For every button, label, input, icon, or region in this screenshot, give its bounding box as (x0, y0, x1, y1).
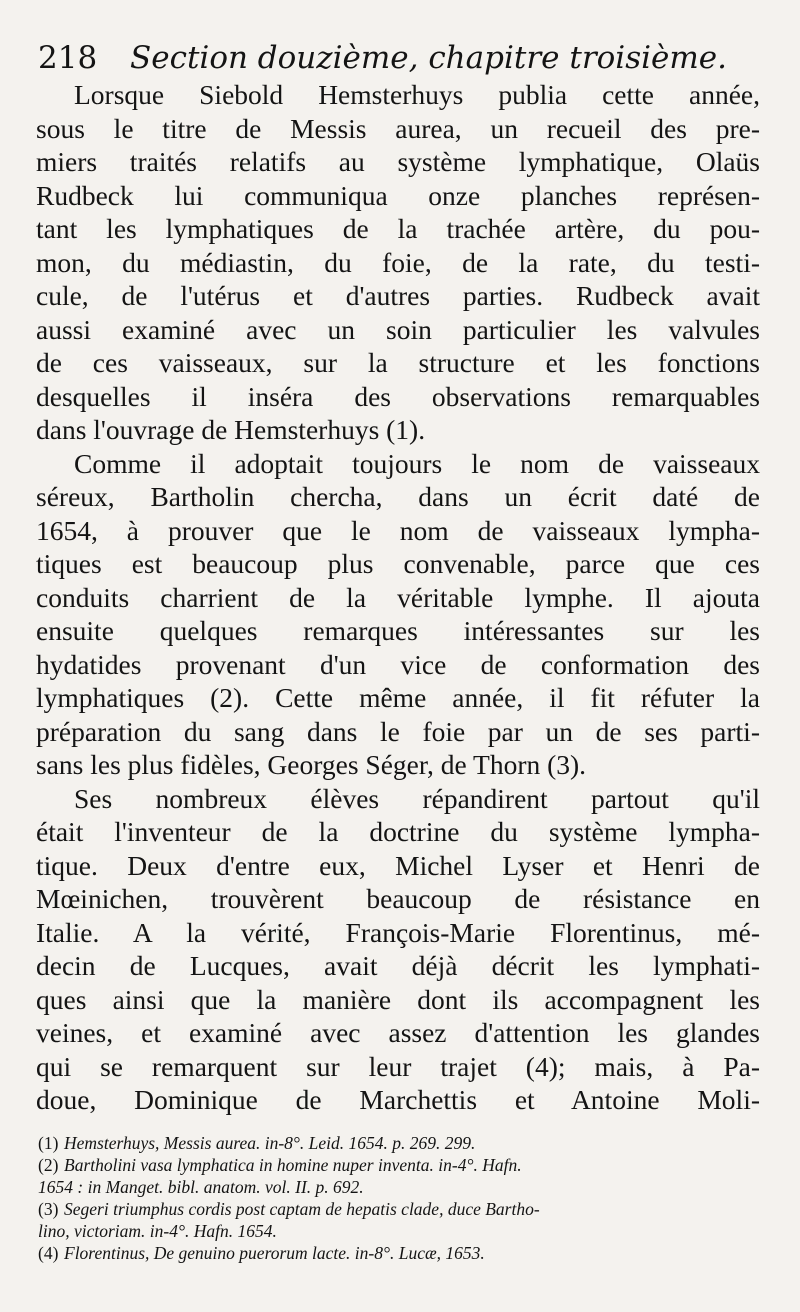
text-line: ques ainsi que la manière dont ils accompagnent les (36, 983, 760, 1015)
footnotes (38, 1132, 764, 1264)
footnote-text: lino, victoriam. in-4°. Hafn. 1654. (38, 1221, 277, 1241)
text-line: qui se remarquent sur leur trajet (4); mais, à Pa- (36, 1050, 760, 1082)
footnote-marker: (2) (38, 1155, 59, 1175)
footnote-marker: (3) (38, 1199, 59, 1219)
footnote (38, 1220, 764, 1242)
text-line: tique. Deux d'entre eux, Michel Lyser et Henri de (36, 849, 760, 881)
footnote (38, 1176, 764, 1198)
text-line: séreux, Bartholin chercha, dans un écrit daté de (36, 481, 760, 512)
text-line: de ces vaisseaux, sur la structure et les fonctions (36, 347, 760, 378)
text-line: Ses nombreux élèves répandirent partout qu'il (74, 782, 760, 814)
text-line: 1654, à prouver que le nom de vaisseaux lympha- (36, 514, 760, 546)
text-line: tiques est beaucoup plus convenable, parce que ces (36, 548, 760, 579)
text-line: doue, Dominique de Marchettis et Antoine Moli- (36, 1084, 760, 1115)
footnote-text: Florentinus, De genuino puerorum lacte. in-8°. Lucæ, 1653. (64, 1243, 485, 1263)
footnote (38, 1132, 764, 1154)
text-line: Lorsque Siebold Hemsterhuys publia cette année, (74, 79, 760, 110)
text-line: hydatides provenant d'un vice de conformation des (36, 648, 760, 680)
text-line: dans l'ouvrage de Hemsterhuys (1). (36, 414, 426, 445)
text-line: desquelles il inséra des observations remarquables (36, 380, 760, 412)
text-line: lymphatiques (2). Cette même année, il fit réfuter la (36, 682, 760, 713)
text-line: Comme il adoptait toujours le nom de vaisseaux (74, 447, 760, 479)
text-line: miers traités relatifs au système lymphatique, Olaüs (36, 146, 760, 177)
text-line: était l'inventeur de la doctrine du système lympha- (36, 816, 760, 847)
footnote-marker: (1) (38, 1133, 59, 1153)
footnote (38, 1242, 764, 1264)
text-line: préparation du sang dans le foie par un de ses parti- (36, 715, 760, 747)
text-line: Italie. A la vérité, François-Marie Florentinus, mé- (36, 916, 760, 948)
footnote (38, 1198, 764, 1220)
text-line: cule, de l'utérus et d'autres parties. Rudbeck avait (36, 280, 760, 311)
text-line: sous le titre de Messis aurea, un recueil des pre- (36, 112, 760, 144)
footnote-text: Bartholini vasa lymphatica in homine nuper inventa. in-4°. Hafn. (64, 1155, 522, 1175)
text-line: Rudbeck lui communiqua onze planches représen- (36, 179, 760, 211)
text-line: tant les lymphatiques de la trachée artère, du pou- (36, 213, 760, 244)
text-line: sans les plus fidèles, Georges Séger, de Thorn (3). (36, 749, 587, 780)
footnote-text: 1654 : in Manget. bibl. anatom. vol. II. p. 692. (38, 1177, 364, 1197)
footnote-text: Segeri triumphus cordis post captam de hepatis clade, duce Bartho- (64, 1199, 540, 1219)
text-line: veines, et examiné avec assez d'attention les glandes (36, 1017, 760, 1048)
text-line: conduits charrient de la véritable lymphe. Il ajouta (36, 581, 760, 613)
text-line: aussi examiné avec un soin particulier les valvules (36, 313, 760, 345)
footnote-text: Hemsterhuys, Messis aurea. in-8°. Leid. 1654. p. 269. 299. (64, 1133, 476, 1153)
text-line: mon, du médiastin, du foie, de la rate, du testi- (36, 246, 760, 278)
running-title: Section douzième, chapitre troisième. (130, 40, 727, 76)
footnote-marker: (4) (38, 1243, 59, 1263)
page-number: 218 (38, 40, 98, 76)
footnote (38, 1154, 764, 1176)
text-line: decin de Lucques, avait déjà décrit les lymphati- (36, 950, 760, 981)
body-text (36, 78, 760, 1117)
running-header (38, 38, 778, 78)
text-line: ensuite quelques remarques intéressantes sur les (36, 615, 760, 646)
text-line: Mœinichen, trouvèrent beaucoup de résistance en (36, 883, 760, 914)
